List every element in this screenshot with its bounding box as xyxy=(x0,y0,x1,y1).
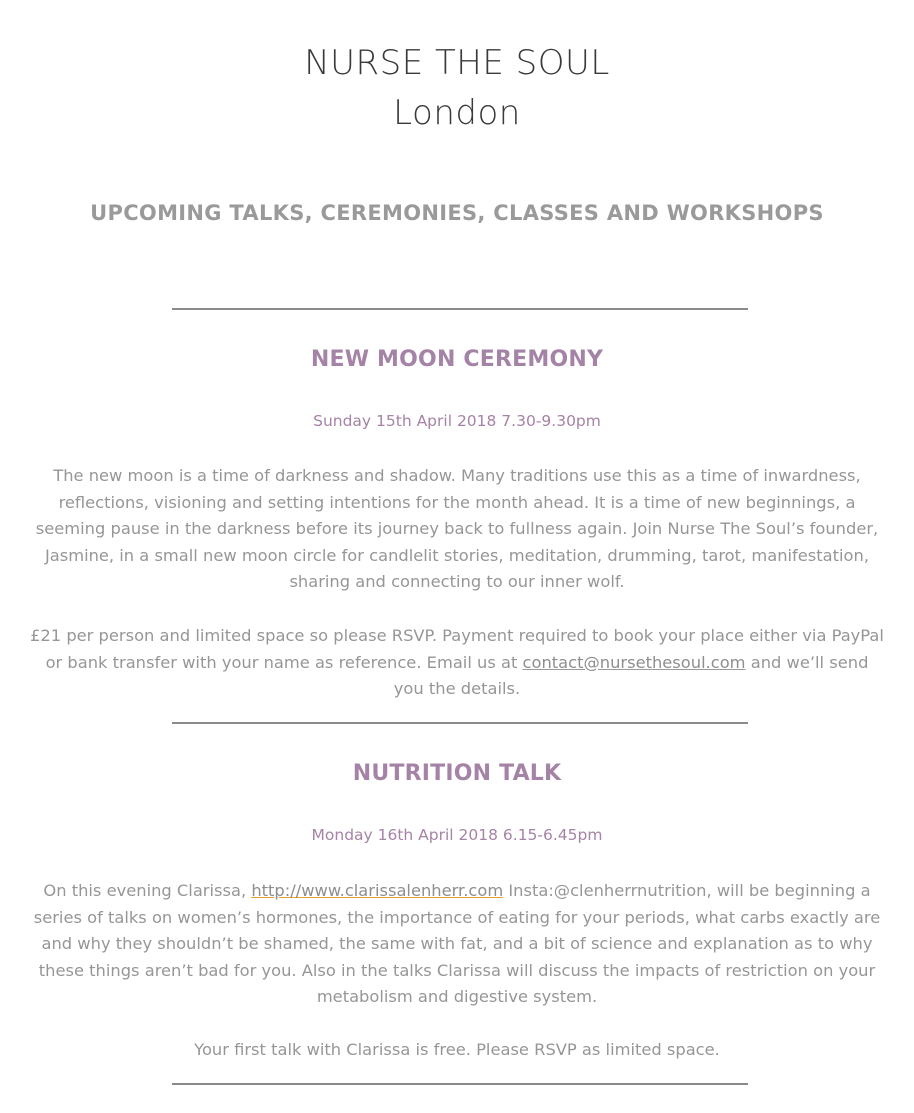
clarissa-website-link[interactable]: http://www.clarissalenherr.com xyxy=(251,881,504,900)
description-text-before: On this evening Clarissa, xyxy=(43,881,252,900)
event-description-new-moon: The new moon is a time of darkness and shadow. Many traditions use this as a time of inwardness, reflections, visioning and setting intentions for the month ahead. It is a time of new beginnings, a seeming pause in the darkness before its journey back to fullness again. Join Nurse The Soul’s founder, Jasmine, in a small new moon circle for candlelit stories, meditation, drumming, tarot, manifestation, sharing and connecting to our inner wolf. xyxy=(35,466,879,591)
booking-text-before: £21 per person and limited space so please RSVP. Payment required to book your place either via PayPal or bank transfer with your name as reference. Email us at xyxy=(30,626,884,672)
description-text-after: Insta:@clenherrnutrition, will be beginning a series of talks on women’s hormones, the importance of eating for your periods, what carbs exactly are and why they shouldn’t be shamed, the same with fat, and a bit of science and explanation as to why these things aren’t bad for you. Also in the talks Clarissa will discuss the impacts of restriction on your metabolism and digestive system. xyxy=(33,881,881,1006)
event-heading-new-moon: NEW MOON CEREMONY xyxy=(310,347,604,372)
event-description-nutrition-talk xyxy=(30,878,884,1011)
event-note-nutrition-talk: Your first talk with Clarissa is free. Please RSVP as limited space. xyxy=(194,1040,720,1059)
divider xyxy=(172,722,748,724)
event-date-new-moon: Sunday 15th April 2018 7.30-9.30pm xyxy=(313,412,601,430)
event-date-nutrition-talk: Monday 16th April 2018 6.15-6.45pm xyxy=(311,826,603,844)
divider xyxy=(172,1083,748,1085)
contact-email-link[interactable]: contact@nursethesoul.com xyxy=(522,652,746,672)
divider xyxy=(172,308,748,310)
event-booking-new-moon xyxy=(30,623,884,703)
page-title: NURSE THE SOUL xyxy=(304,43,610,83)
booking-text-after: and we’ll send you the details. xyxy=(393,652,869,698)
page-city: London xyxy=(393,93,521,133)
page-subtitle: UPCOMING TALKS, CEREMONIES, CLASSES AND WORKSHOPS xyxy=(90,201,824,225)
event-heading-nutrition-talk: NUTRITION TALK xyxy=(352,761,562,786)
